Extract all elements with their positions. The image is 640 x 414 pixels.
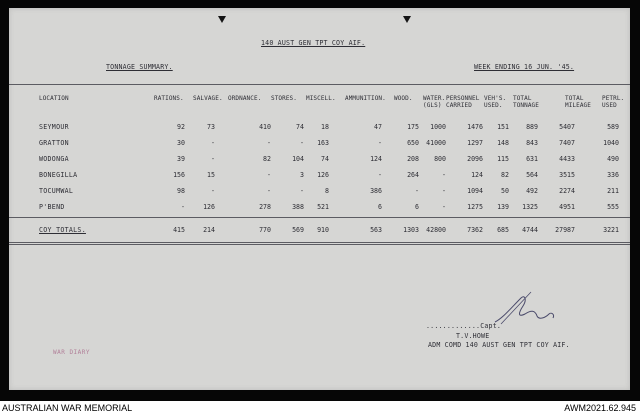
column-header-line: WATER. xyxy=(423,95,446,102)
value-cell: - xyxy=(211,139,215,147)
total-value-cell: 569 xyxy=(292,226,304,234)
value-cell: 889 xyxy=(526,123,538,131)
punch-hole-left xyxy=(218,16,226,23)
footer-institution: AUSTRALIAN WAR MEMORIAL xyxy=(2,403,133,413)
column-header xyxy=(193,95,223,102)
value-cell: 2096 xyxy=(467,155,483,163)
column-header-line: SALVAGE. xyxy=(193,95,223,102)
document-title: 140 AUST GEN TPT COY AIF. xyxy=(261,39,366,47)
value-cell: 3515 xyxy=(559,171,575,179)
value-cell: 74 xyxy=(296,123,304,131)
value-cell: 555 xyxy=(607,203,619,211)
document-subtitle: TONNAGE SUMMARY. xyxy=(106,63,173,71)
column-header xyxy=(394,95,413,102)
column-header xyxy=(154,95,184,102)
location-cell: TOCUMWAL xyxy=(39,187,74,195)
value-cell: 650 xyxy=(407,139,419,147)
value-cell: - xyxy=(181,203,185,211)
location-cell: WODONGA xyxy=(39,155,69,163)
value-cell: 492 xyxy=(526,187,538,195)
value-cell: 631 xyxy=(526,155,538,163)
location-cell: SEYMOUR xyxy=(39,123,69,131)
column-header xyxy=(39,95,69,102)
signature-rank: .............Capt. xyxy=(426,322,502,330)
value-cell: 126 xyxy=(317,171,329,179)
column-header-line: MISCELL. xyxy=(306,95,336,102)
total-value-cell: 563 xyxy=(370,226,382,234)
total-value-cell: 27987 xyxy=(555,226,575,234)
value-cell: 151 xyxy=(497,123,509,131)
column-header-line: PERSONNEL xyxy=(446,95,480,102)
column-header-line: TOTAL xyxy=(565,95,584,102)
signature-title: ADM COMD 140 AUST GEN TPT COY AIF. xyxy=(428,341,570,349)
value-cell: 1297 xyxy=(467,139,483,147)
value-cell: 175 xyxy=(407,123,419,131)
value-cell: 41000 xyxy=(426,139,446,147)
value-cell: - xyxy=(415,187,419,195)
column-header-line: ORDNANCE. xyxy=(228,95,262,102)
value-cell: 104 xyxy=(292,155,304,163)
value-cell: 47 xyxy=(374,123,382,131)
value-cell: 6 xyxy=(378,203,382,211)
value-cell: 7407 xyxy=(559,139,575,147)
value-cell: - xyxy=(442,171,446,179)
value-cell: 521 xyxy=(317,203,329,211)
location-cell: GRATTON xyxy=(39,139,69,147)
value-cell: 4433 xyxy=(559,155,575,163)
value-cell: 264 xyxy=(407,171,419,179)
column-header xyxy=(446,95,479,109)
punch-hole-right xyxy=(403,16,411,23)
total-value-cell: 4744 xyxy=(522,226,538,234)
value-cell: - xyxy=(300,139,304,147)
value-cell: 115 xyxy=(497,155,509,163)
value-cell: - xyxy=(378,171,382,179)
location-cell: BONEGILLA xyxy=(39,171,78,179)
column-header-line: PETRL. xyxy=(602,95,625,102)
value-cell: 8 xyxy=(325,187,329,195)
total-value-cell: 42800 xyxy=(426,226,446,234)
value-cell: 139 xyxy=(497,203,509,211)
column-header xyxy=(306,95,336,102)
value-cell: 208 xyxy=(407,155,419,163)
total-value-cell: 910 xyxy=(317,226,329,234)
value-cell: - xyxy=(211,155,215,163)
totals-label: COY TOTALS. xyxy=(39,226,86,234)
column-header-line: LOCATION xyxy=(39,95,69,102)
column-header xyxy=(271,95,297,102)
value-cell: 4951 xyxy=(559,203,575,211)
value-cell: 2274 xyxy=(559,187,575,195)
value-cell: - xyxy=(267,171,271,179)
value-cell: 82 xyxy=(501,171,509,179)
column-header-line: WOOD. xyxy=(394,95,413,102)
value-cell: 6 xyxy=(415,203,419,211)
value-cell: 589 xyxy=(607,123,619,131)
value-cell: - xyxy=(442,187,446,195)
value-cell: - xyxy=(300,187,304,195)
value-cell: 15 xyxy=(207,171,215,179)
value-cell: 5407 xyxy=(559,123,575,131)
total-value-cell: 7362 xyxy=(467,226,483,234)
signature-name: T.V.HOWE xyxy=(456,332,490,340)
value-cell: 50 xyxy=(501,187,509,195)
column-header xyxy=(484,95,506,109)
value-cell: 1094 xyxy=(467,187,483,195)
value-cell: - xyxy=(267,187,271,195)
value-cell: 39 xyxy=(177,155,185,163)
column-header-line: TOTAL xyxy=(513,95,532,102)
column-header-line: TONNAGE xyxy=(513,102,539,109)
signature-mark xyxy=(491,288,561,328)
column-header-line: VEH'S. xyxy=(484,95,507,102)
column-header xyxy=(602,95,624,109)
rule-top xyxy=(9,84,630,85)
column-header xyxy=(228,95,261,102)
column-header xyxy=(423,95,445,109)
total-value-cell: 214 xyxy=(203,226,215,234)
value-cell: 800 xyxy=(434,155,446,163)
value-cell: 92 xyxy=(177,123,185,131)
value-cell: 211 xyxy=(607,187,619,195)
rule-totals-bottom-double xyxy=(9,244,630,245)
value-cell: 18 xyxy=(321,123,329,131)
value-cell: - xyxy=(267,139,271,147)
column-header xyxy=(565,95,591,109)
column-header-line: STORES. xyxy=(271,95,297,102)
value-cell: - xyxy=(378,139,382,147)
value-cell: 124 xyxy=(471,171,483,179)
value-cell: 163 xyxy=(317,139,329,147)
total-value-cell: 415 xyxy=(173,226,185,234)
value-cell: 1275 xyxy=(467,203,483,211)
value-cell: - xyxy=(442,203,446,211)
column-header-line: USED. xyxy=(484,102,503,109)
column-header-line: CARRIED xyxy=(446,102,472,109)
value-cell: 124 xyxy=(370,155,382,163)
value-cell: 156 xyxy=(173,171,185,179)
total-value-cell: 3221 xyxy=(603,226,619,234)
value-cell: 73 xyxy=(207,123,215,131)
location-cell: P'BEND xyxy=(39,203,65,211)
value-cell: 386 xyxy=(370,187,382,195)
value-cell: 126 xyxy=(203,203,215,211)
document-sheet xyxy=(9,8,630,390)
value-cell: 388 xyxy=(292,203,304,211)
rule-totals-top xyxy=(9,217,630,218)
column-header-line: USED xyxy=(602,102,617,109)
total-value-cell: 1303 xyxy=(403,226,419,234)
value-cell: 564 xyxy=(526,171,538,179)
rule-totals-bottom xyxy=(9,242,630,243)
value-cell: 30 xyxy=(177,139,185,147)
column-header-line: (GLS) xyxy=(423,102,442,109)
footer-accession: AWM2021.62.945 xyxy=(564,403,636,413)
value-cell: 410 xyxy=(259,123,271,131)
value-cell: 843 xyxy=(526,139,538,147)
value-cell: 74 xyxy=(321,155,329,163)
value-cell: 3 xyxy=(300,171,304,179)
war-diary-stamp: WAR DIARY xyxy=(53,349,91,356)
total-value-cell: 685 xyxy=(497,226,509,234)
week-ending: WEEK ENDING 16 JUN. '45. xyxy=(474,63,575,71)
value-cell: 82 xyxy=(263,155,271,163)
value-cell: 98 xyxy=(177,187,185,195)
value-cell: 148 xyxy=(497,139,509,147)
column-header-line: MILEAGE xyxy=(565,102,591,109)
total-value-cell: 770 xyxy=(259,226,271,234)
column-header-line: RATIONS. xyxy=(154,95,184,102)
value-cell: 336 xyxy=(607,171,619,179)
value-cell: 1000 xyxy=(430,123,446,131)
value-cell: 490 xyxy=(607,155,619,163)
column-header xyxy=(345,95,386,102)
value-cell: - xyxy=(211,187,215,195)
value-cell: 278 xyxy=(259,203,271,211)
column-header-line: AMMUNITION. xyxy=(345,95,386,102)
value-cell: 1325 xyxy=(522,203,538,211)
value-cell: 1040 xyxy=(603,139,619,147)
column-header xyxy=(513,95,539,109)
value-cell: 1476 xyxy=(467,123,483,131)
